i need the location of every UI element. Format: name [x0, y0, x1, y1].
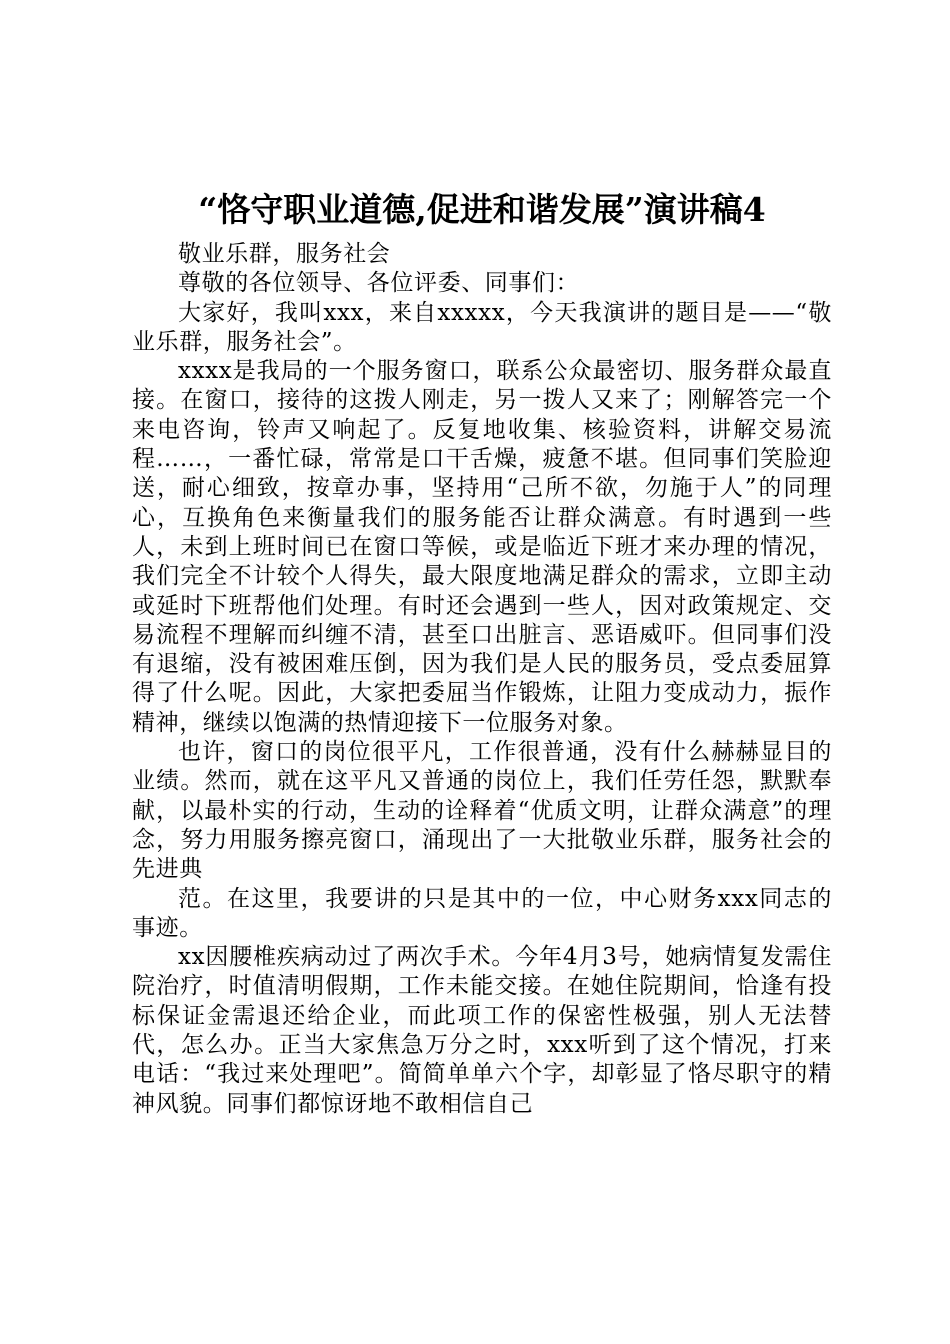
paragraph-window-service: xxxx是我局的一个服务窗口，联系公众最密切、服务群众最直接。在窗口，接待的这拨人刚走，另一拨人又来了；刚解答完一个来电咨询，铃声又响起了。反复地收集、核验资料，讲解交易流程……，一番忙碌，常常是口干舌燥，疲惫不堪。但同事们笑脸迎送，耐心细致，按章办事，坚持用“己所不欲，勿施于人”的同理心，互换角色来衡量我们的服务能否让群众满意。有时遇到一些人，未到上班时间已在窗口等候，或是临近下班才来办理的情况，我们完全不计较个人得失，最大限度地满足群众的需求，立即主动或延时下班帮他们处理。有时还会遇到一些人，因对政策规定、交易流程不理解而纠缠不清，甚至口出脏言、恶语威吓。但同事们没有退缩，没有被困难压倒，因为我们是人民的服务员，受点委屈算得了什么呢。因此，大家把委屈当作锻炼，让阻力变成动力，振作精神，继续以饱满的热情迎接下一位服务对象。: [132, 358, 832, 736]
paragraph-intro: 大家好，我叫xxx，来自xxxxx，今天我演讲的题目是——“敬业乐群，服务社会”。: [132, 299, 832, 355]
document-title: “恪守职业道德,促进和谐发展”演讲稿4: [198, 190, 766, 229]
document-page: [132, 186, 832, 1119]
paragraph-ordinary-post: 也许，窗口的岗位很平凡，工作很普通，没有什么赫赫显目的业绩。然而，就在这平凡又普通的岗位上，我们任劳任怨，默默奉献，以最朴实的行动，生动的诠释着“优质文明，让群众满意”的理念，努力用服务擦亮窗口，涌现出了一大批敬业乐群，服务社会的先进典: [132, 739, 832, 883]
paragraph-story: xx因腰椎疾病动过了两次手术。今年4月3号，她病情复发需住院治疗，时值清明假期，工作未能交接。在她住院期间，恰逢有投标保证金需退还给企业，而此项工作的保密性极强，别人无法替代，怎么办。正当大家焦急万分之时，xxx听到了这个情况，打来电话：“我过来处理吧”。简简单单六个字，却彰显了恪尽职守的精神风貌。同事们都惊讶地不敢相信自己: [132, 944, 832, 1117]
paragraph-subtitle: 敬业乐群，服务社会: [178, 241, 391, 267]
paragraph-example: 范。在这里，我要讲的只是其中的一位，中心财务xxx同志的事迹。: [132, 885, 832, 941]
paragraph-greeting: 尊敬的各位领导、各位评委、同事们：: [178, 270, 580, 297]
